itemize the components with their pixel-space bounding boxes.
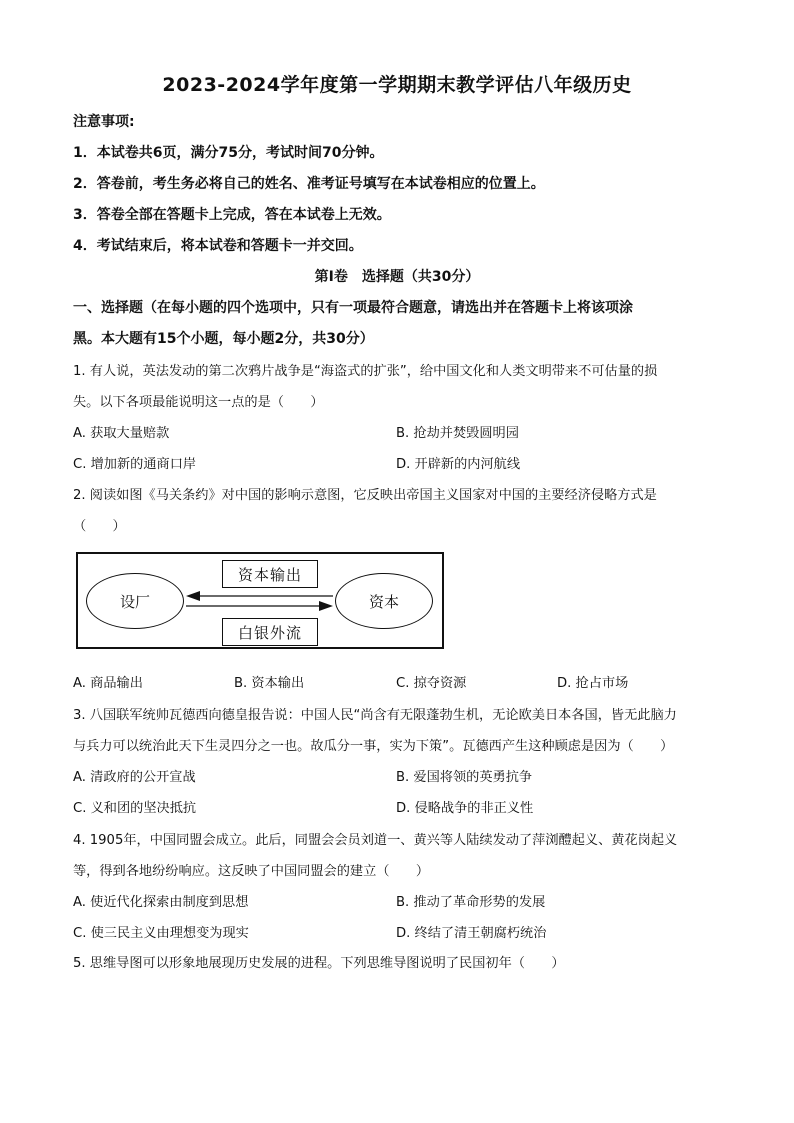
question-3-option-c: C. 义和团的坚决抵抗 bbox=[73, 801, 197, 816]
notice-item: 3．答卷全部在答题卡上完成，答在本试卷上无效。 bbox=[73, 207, 391, 223]
notice-item: 1．本试卷共6页，满分75分，考试时间70分钟。 bbox=[73, 145, 384, 161]
question-1-option-c: C. 增加新的通商口岸 bbox=[73, 457, 197, 472]
treaty-influence-diagram bbox=[76, 552, 444, 649]
arrow-left-head bbox=[186, 591, 200, 601]
question-2-text: （ ） bbox=[73, 519, 126, 534]
diagram-right-node: 资本 bbox=[335, 573, 433, 629]
section-title: 第Ⅰ卷 选择题（共30分） bbox=[314, 269, 480, 285]
question-1-option-d: D. 开辟新的内河航线 bbox=[396, 457, 521, 472]
diagram-arrows bbox=[78, 554, 442, 647]
question-4-option-c: C. 使三民主义由理想变为现实 bbox=[73, 926, 249, 941]
question-3-text: 与兵力可以统治此天下生灵四分之一也。故瓜分一事，实为下策”。瓦德西产生这种顾虑是因为（ ） bbox=[73, 739, 674, 754]
question-4-text: 等，得到各地纷纷响应。这反映了中国同盟会的建立（ ） bbox=[73, 864, 430, 879]
question-2-option-c: C. 掠夺资源 bbox=[396, 676, 467, 691]
exam-title: 2023-2024学年度第一学期期末教学评估八年级历史 bbox=[162, 74, 632, 96]
question-3-option-b: B. 爱国将领的英勇抗争 bbox=[396, 770, 533, 785]
question-3-text: 3. 八国联军统帅瓦德西向德皇报告说：中国人民“尚含有无限蓬勃生机，无论欧美日本各国，皆无此脑力 bbox=[73, 708, 677, 723]
question-5-text: 5. 思维导图可以形象地展现历史发展的进程。下列思维导图说明了民国初年（ ） bbox=[73, 956, 565, 971]
question-2-text: 2. 阅读如图《马关条约》对中国的影响示意图，它反映出帝国主义国家对中国的主要经济侵略方式是 bbox=[73, 488, 657, 503]
question-4-option-a: A. 使近代化探索由制度到思想 bbox=[73, 895, 249, 910]
question-4-text: 4. 1905年，中国同盟会成立。此后，同盟会会员刘道一、黄兴等人陆续发动了萍浏醴起义、黄花岗起义 bbox=[73, 833, 678, 848]
notice-item: 4．考试结束后，将本试卷和答题卡一并交回。 bbox=[73, 238, 363, 254]
question-2-option-d: D. 抢占市场 bbox=[557, 676, 629, 691]
question-1-option-a: A. 获取大量赔款 bbox=[73, 426, 170, 441]
question-4-option-d: D. 终结了清王朝腐朽统治 bbox=[396, 926, 547, 941]
question-2-option-a: A. 商品输出 bbox=[73, 676, 143, 691]
question-2-option-b: B. 资本输出 bbox=[234, 676, 305, 691]
question-1-text: 1. 有人说，英法发动的第二次鸦片战争是“海盗式的扩张”，给中国文化和人类文明带来不可估量的损 bbox=[73, 364, 658, 379]
diagram-left-node: 设厂 bbox=[86, 573, 184, 629]
diagram-bottom-label: 白银外流 bbox=[222, 618, 318, 646]
part-intro-line: 黑。本大题有15个小题，每小题2分，共30分） bbox=[73, 331, 374, 347]
question-3-option-d: D. 侵略战争的非正义性 bbox=[396, 801, 534, 816]
arrow-right-head bbox=[319, 601, 333, 611]
diagram-top-label: 资本输出 bbox=[222, 560, 318, 588]
notice-item: 2．答卷前，考生务必将自己的姓名、准考证号填写在本试卷相应的位置上。 bbox=[73, 176, 545, 192]
notice-heading: 注意事项: bbox=[73, 114, 135, 130]
question-3-option-a: A. 清政府的公开宣战 bbox=[73, 770, 196, 785]
question-1-option-b: B. 抢劫并焚毁圆明园 bbox=[396, 426, 519, 441]
part-intro-line: 一、选择题（在每小题的四个选项中，只有一项最符合题意，请选出并在答题卡上将该项涂 bbox=[73, 300, 633, 316]
question-4-option-b: B. 推动了革命形势的发展 bbox=[396, 895, 546, 910]
question-1-text: 失。以下各项最能说明这一点的是（ ） bbox=[73, 395, 324, 410]
